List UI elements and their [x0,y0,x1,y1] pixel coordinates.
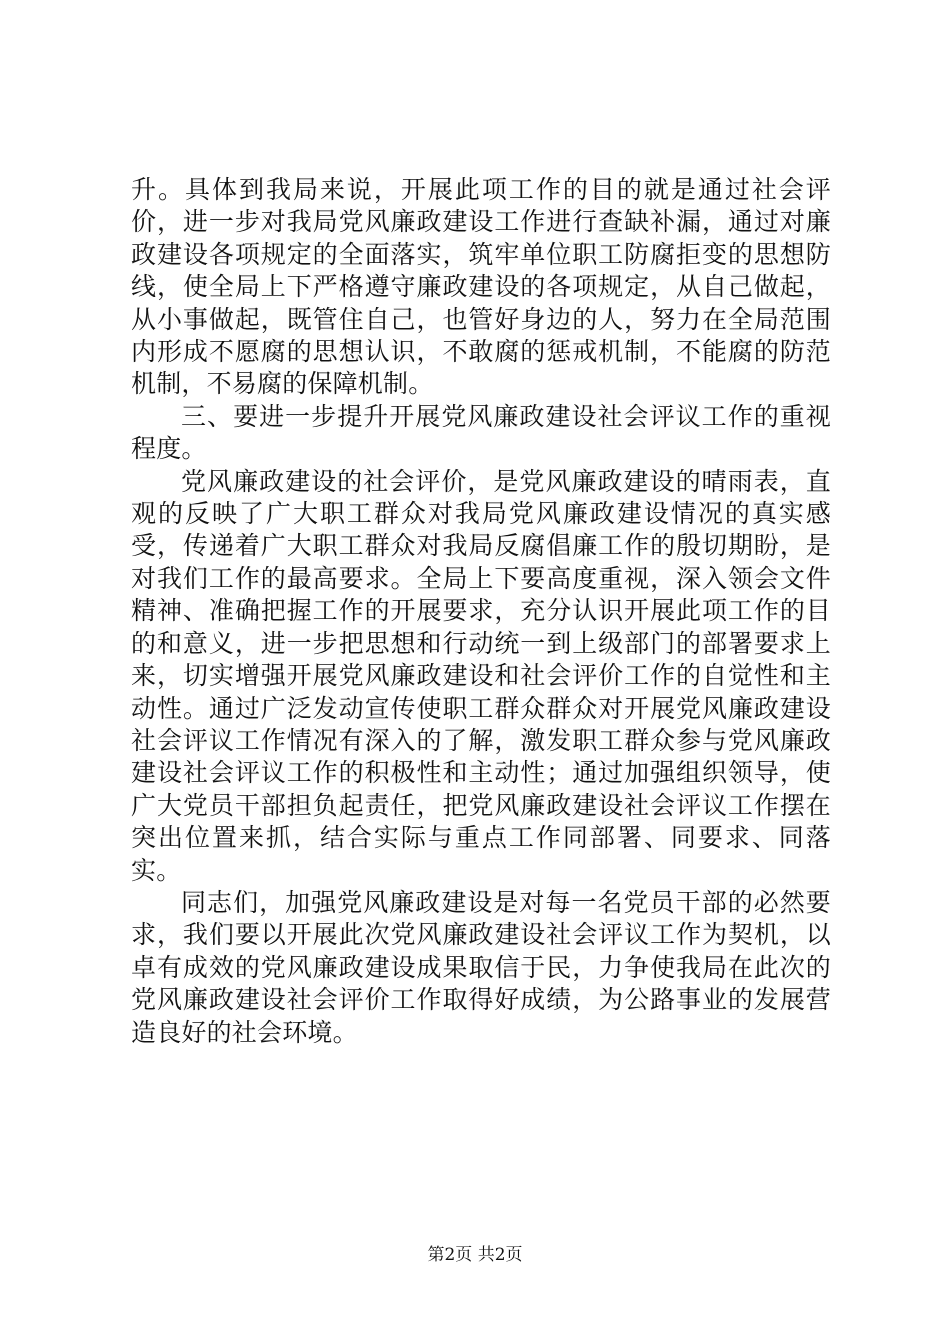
section-heading-three: 三、要进一步提升开展党风廉政建设社会评议工作的重视程度。 [131,401,831,464]
paragraph-social-evaluation: 党风廉政建设的社会评价，是党风廉政建设的晴雨表，直观的反映了广大职工群众对我局党风廉政建设情况的真实感受，传递着广大职工群众对我局反腐倡廉工作的殷切期盼，是对我们工作的最高要求。全局上下要高度重视，深入领会文件精神、准确把握工作的开展要求，充分认识开展此项工作的目的和意义，进一步把思想和行动统一到上级部门的部署要求上来，切实增强开展党风廉政建设和社会评价工作的自觉性和主动性。通过广泛发动宣传使职工群众群众对开展党风廉政建设社会评议工作情况有深入的了解，激发职工群众参与党风廉政建设社会评议工作的积极性和主动性；通过加强组织领导，使广大党员干部担负起责任，把党风廉政建设社会评议工作摆在突出位置来抓，结合实际与重点工作同部署、同要求、同落实。 [131,466,831,885]
paragraph-closing: 同志们，加强党风廉政建设是对每一名党员干部的必然要求，我们要以开展此次党风廉政建设社会评议工作为契机，以卓有成效的党风廉政建设成果取信于民，力争使我局在此次的党风廉政建设社会评价工作取得好成绩，为公路事业的发展营造良好的社会环境。 [131,887,831,1047]
document-body [131,174,831,1049]
paragraph-continuation: 升。具体到我局来说，开展此项工作的目的就是通过社会评价，进一步对我局党风廉政建设工作进行查缺补漏，通过对廉政建设各项规定的全面落实，筑牢单位职工防腐拒变的思想防线，使全局上下严格遵守廉政建设的各项规定，从自己做起，从小事做起，既管住自己，也管好身边的人，努力在全局范围内形成不愿腐的思想认识，不敢腐的惩戒机制，不能腐的防范机制，不易腐的保障机制。 [131,175,831,399]
page-footer: 第2页 共2页 [427,1245,523,1265]
